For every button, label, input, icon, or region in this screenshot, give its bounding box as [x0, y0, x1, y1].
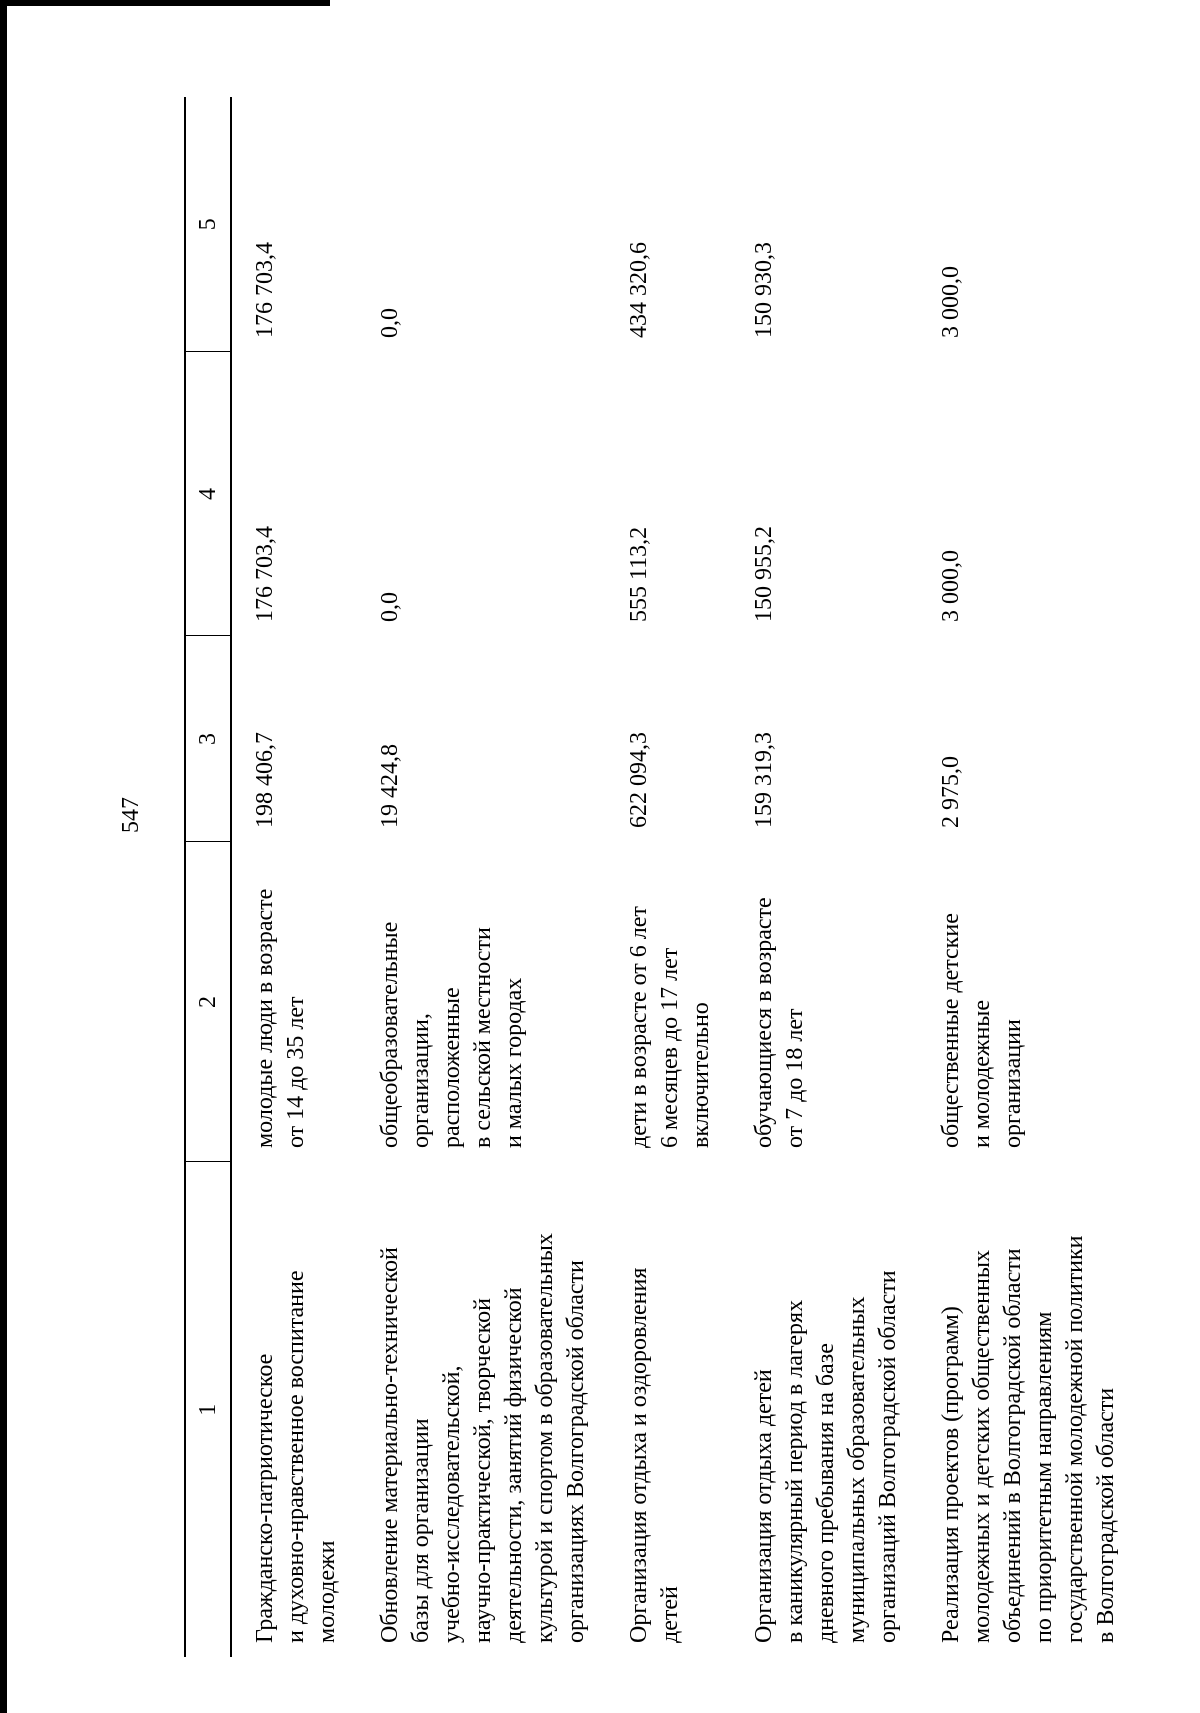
value-col5: 176 703,4	[252, 242, 278, 338]
value-col3: 19 424,8	[377, 744, 403, 828]
column-header-1: 1	[185, 1162, 231, 1657]
budget-table	[184, 97, 1122, 1657]
table-row	[717, 97, 904, 1657]
column-header-3: 3	[185, 636, 231, 842]
table-row	[343, 97, 592, 1657]
activity-name: Реализация проектов (программ) молодежных и детских общественных объединений в Волгоградской области по приоритетным направлениям государственной молодежной политики в Волгоградской области	[938, 1235, 1119, 1643]
activity-name-cell	[717, 1162, 904, 1657]
activity-name-cell	[343, 1162, 592, 1657]
budget-table-rotated	[184, 97, 1119, 1657]
target-group: молодые люди в возрасте от 14 до 35 лет	[252, 888, 309, 1148]
target-group-cell	[343, 842, 592, 1162]
value-col5: 3 000,0	[938, 266, 964, 338]
scan-edge-left	[0, 0, 7, 1713]
value-col3: 198 406,7	[252, 732, 278, 828]
target-group-cell	[592, 842, 717, 1162]
target-group: дети в возрасте от 6 лет 6 месяцев до 17 лет включительно	[626, 906, 714, 1148]
value-col4: 176 703,4	[252, 526, 278, 622]
activity-name: Обновление материально-технической базы для организации учебно-исследовательской, научно-практической, творческой деятельности, занятий физической культурой и спортом в образовательных организациях Волгоградской области	[377, 1233, 589, 1643]
activity-name-cell	[592, 1162, 717, 1657]
column-header-2: 2	[185, 842, 231, 1162]
target-group: общеобразовательные организации, расположенные в сельской местности и малых городах	[377, 921, 527, 1148]
column-header-5: 5	[185, 97, 231, 352]
target-group-cell	[904, 842, 1122, 1162]
value-col5: 0,0	[377, 308, 403, 338]
table-row	[904, 97, 1122, 1657]
value-col4: 3 000,0	[938, 550, 964, 622]
page-number: 547	[118, 797, 144, 833]
activity-name-cell	[904, 1162, 1122, 1657]
scan-edge-top	[0, 0, 330, 6]
value-col4: 0,0	[377, 592, 403, 622]
value-col3: 622 094,3	[626, 732, 652, 828]
value-col4: 150 955,2	[751, 526, 777, 622]
value-col3: 2 975,0	[938, 756, 964, 828]
target-group: обучающиеся в возрасте от 7 до 18 лет	[751, 897, 808, 1148]
table-row	[231, 97, 343, 1657]
target-group-cell	[231, 842, 343, 1162]
activity-name-cell	[231, 1162, 343, 1657]
target-group-cell	[717, 842, 904, 1162]
value-col5: 434 320,6	[626, 242, 652, 338]
activity-name: Организация отдыха детей в каникулярный период в лагерях дневного пребывания на базе муниципальных образовательных организаций Волгоградской области	[751, 1270, 901, 1643]
value-col5: 150 930,3	[751, 242, 777, 338]
target-group: общественные детские и молодежные организации	[938, 913, 1026, 1148]
table-row	[592, 97, 717, 1657]
activity-name: Гражданско-патриотическое и духовно-нравственное воспитание молодежи	[252, 1270, 340, 1643]
header-row	[185, 97, 231, 1657]
column-header-4: 4	[185, 352, 231, 636]
value-col3: 159 319,3	[751, 732, 777, 828]
value-col4: 555 113,2	[626, 526, 652, 622]
activity-name: Организация отдыха и оздоровления детей	[626, 1267, 683, 1643]
